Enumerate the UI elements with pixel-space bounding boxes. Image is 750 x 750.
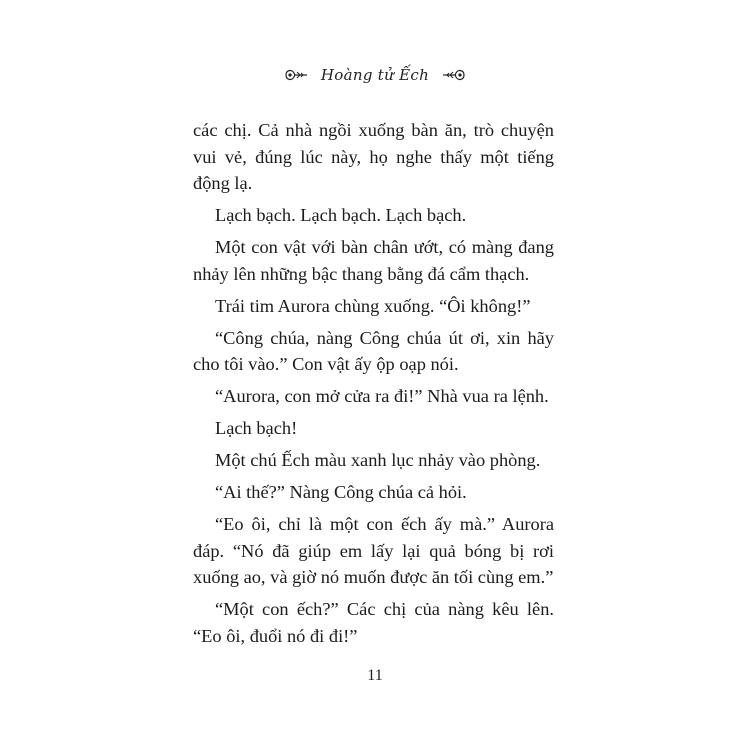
paragraph: “Ai thế?” Nàng Công chúa cả hỏi. <box>215 482 467 502</box>
running-header-title: Hoàng tử Ếch <box>320 66 430 84</box>
paragraph: “Aurora, con mở cửa ra đi!” Nhà vua ra lệnh. <box>215 386 549 406</box>
paragraph: Một chú Ếch màu xanh lục nhảy vào phòng. <box>215 450 541 470</box>
paragraph: Trái tim Aurora chùng xuống. “Ôi không!” <box>215 295 531 316</box>
running-header <box>0 63 750 87</box>
paragraph: Lạch bạch! <box>215 418 298 438</box>
paragraph: các chị. Cả nhà ngồi xuống bàn ăn, trò chuyện vui vẻ, đúng lúc này, họ nghe thấy một tiếng động lạ. <box>193 120 554 193</box>
paragraph: Một con vật với bàn chân ướt, có màng đang nhảy lên những bậc thang bằng đá cẩm thạch. <box>193 237 554 284</box>
fleuron-right-icon <box>441 67 467 83</box>
paragraph: “Một con ếch?” Các chị của nàng kêu lên. “Eo ôi, đuổi nó đi đi!” <box>193 599 554 646</box>
paragraph: “Eo ôi, chỉ là một con ếch ấy mà.” Aurora đáp. “Nó đã giúp em lấy lại quả bóng bị rơi xuống ao, và giờ nó muốn được ăn tối cùng em.” <box>193 514 554 587</box>
paragraph: “Công chúa, nàng Công chúa út ơi, xin hãy cho tôi vào.” Con vật ấy ộp oạp nói. <box>193 327 554 374</box>
paragraph: Lạch bạch. Lạch bạch. Lạch bạch. <box>215 205 467 225</box>
page-number: 11 <box>367 667 383 684</box>
body-text <box>193 117 554 655</box>
fleuron-left-icon <box>283 67 309 83</box>
